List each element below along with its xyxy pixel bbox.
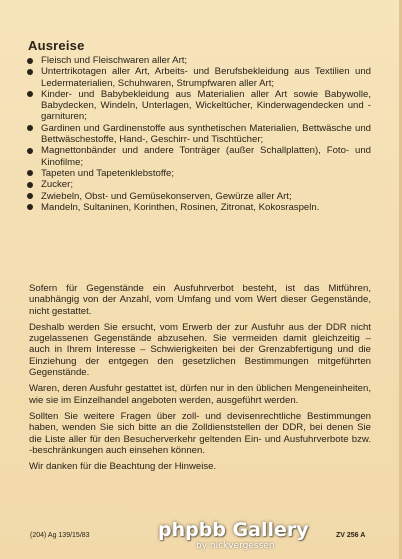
thanks-line: Wir danken für die Beachtung der Hinweise.	[29, 461, 217, 473]
list-item	[27, 66, 371, 89]
prohibited-items-list	[27, 55, 371, 213]
list-item	[27, 89, 371, 123]
list-item	[27, 145, 371, 168]
watermark-title: phpbb Gallery	[158, 519, 309, 541]
list-item-text: Mandeln, Sultaninen, Korinthen, Rosinen, Zitronat, Kokosraspeln.	[41, 201, 320, 213]
list-item	[27, 55, 371, 66]
list-item-text: Fleisch und Fleischwaren aller Art;	[41, 55, 188, 66]
body-text	[29, 283, 371, 477]
bullet-icon	[27, 182, 33, 188]
paragraph-export-ban: Sofern für Gegenstände ein Ausfuhrverbot besteht, ist das Mitführen, unabhängig von der Anzahl, vom Umfang und vom Wert dieser Gegenstände, nicht gestattet.	[29, 283, 371, 317]
paragraph-quantities: Waren, deren Ausfuhr gestattet ist, dürfen nur in den üblichen Mengeneinheiten, wie sie im Einzelhandel angeboten werden, ausgeführt werden.	[29, 383, 371, 406]
form-number: ZV 256 A	[336, 532, 366, 539]
bullet-icon	[27, 125, 33, 131]
list-item-text: Magnettonbänder und andere Tonträger (außer Schallplatten), Foto- und Kinofilme;	[41, 145, 371, 168]
paragraph-further-questions: Sollten Sie weitere Fragen über zoll- und devisenrechtliche Bestimmungen haben, wenden Sie sich bitte an die Zolldienststellen der DDR, bei denen Sie die Liste aller für den Besucherverkehr geltenden Ein- und Ausfuhrverbote bzw. -beschränkungen auch einsehen können.	[29, 410, 371, 456]
watermark-subtitle: by nickvergessen	[196, 541, 275, 551]
list-item	[27, 191, 371, 202]
list-item	[27, 123, 371, 146]
list-item-text: Tapeten und Tapetenklebstoffe;	[41, 167, 174, 179]
list-item-text: Gardinen und Gardinenstoffe aus synthetischen Materialien, Bettwäsche und Bettwäschestoffe, Hand-, Geschirr- und Tischtücher;	[41, 122, 371, 146]
list-item	[27, 202, 371, 213]
bullet-icon	[27, 204, 33, 210]
list-item	[27, 179, 371, 190]
bullet-icon	[27, 193, 33, 199]
bullet-icon	[27, 91, 33, 97]
section-heading: Ausreise	[28, 38, 85, 53]
list-item-text: Kinder- und Babybekleidung aus Materialien aller Art sowie Babywolle, Babydecken, Windeln, Unterlagen, Wickeltücher, Kinderwagendecken und -garnituren;	[41, 88, 371, 123]
bullet-icon	[27, 148, 33, 154]
paragraph-request: Deshalb werden Sie ersucht, vom Erwerb der zur Ausfuhr aus der DDR nicht zugelassenen Gegenstände abzusehen. Sie vermeiden damit gleichzeitig – auch in Ihrem Interesse – Schwierigkeiten bei der Grenzabfertigung und die Einziehung der entgegen den gesetzlichen Bestimmungen mitgeführten Gegenstände.	[29, 321, 371, 379]
bullet-icon	[27, 69, 33, 75]
list-item	[27, 168, 371, 179]
bullet-icon	[27, 58, 33, 64]
list-item-text: Untertrikotagen aller Art, Arbeits- und Berufsbekleidung aus Textilien und Ledermaterialien, Schuhwaren, Strumpfwaren aller Art;	[41, 66, 371, 89]
list-item-text: Zwiebeln, Obst- und Gemüsekonserven, Gewürze aller Art;	[41, 190, 292, 202]
list-item-text: Zucker;	[41, 179, 73, 191]
bullet-icon	[27, 170, 33, 176]
print-code: (204) Ag 139/15/83	[30, 532, 90, 539]
